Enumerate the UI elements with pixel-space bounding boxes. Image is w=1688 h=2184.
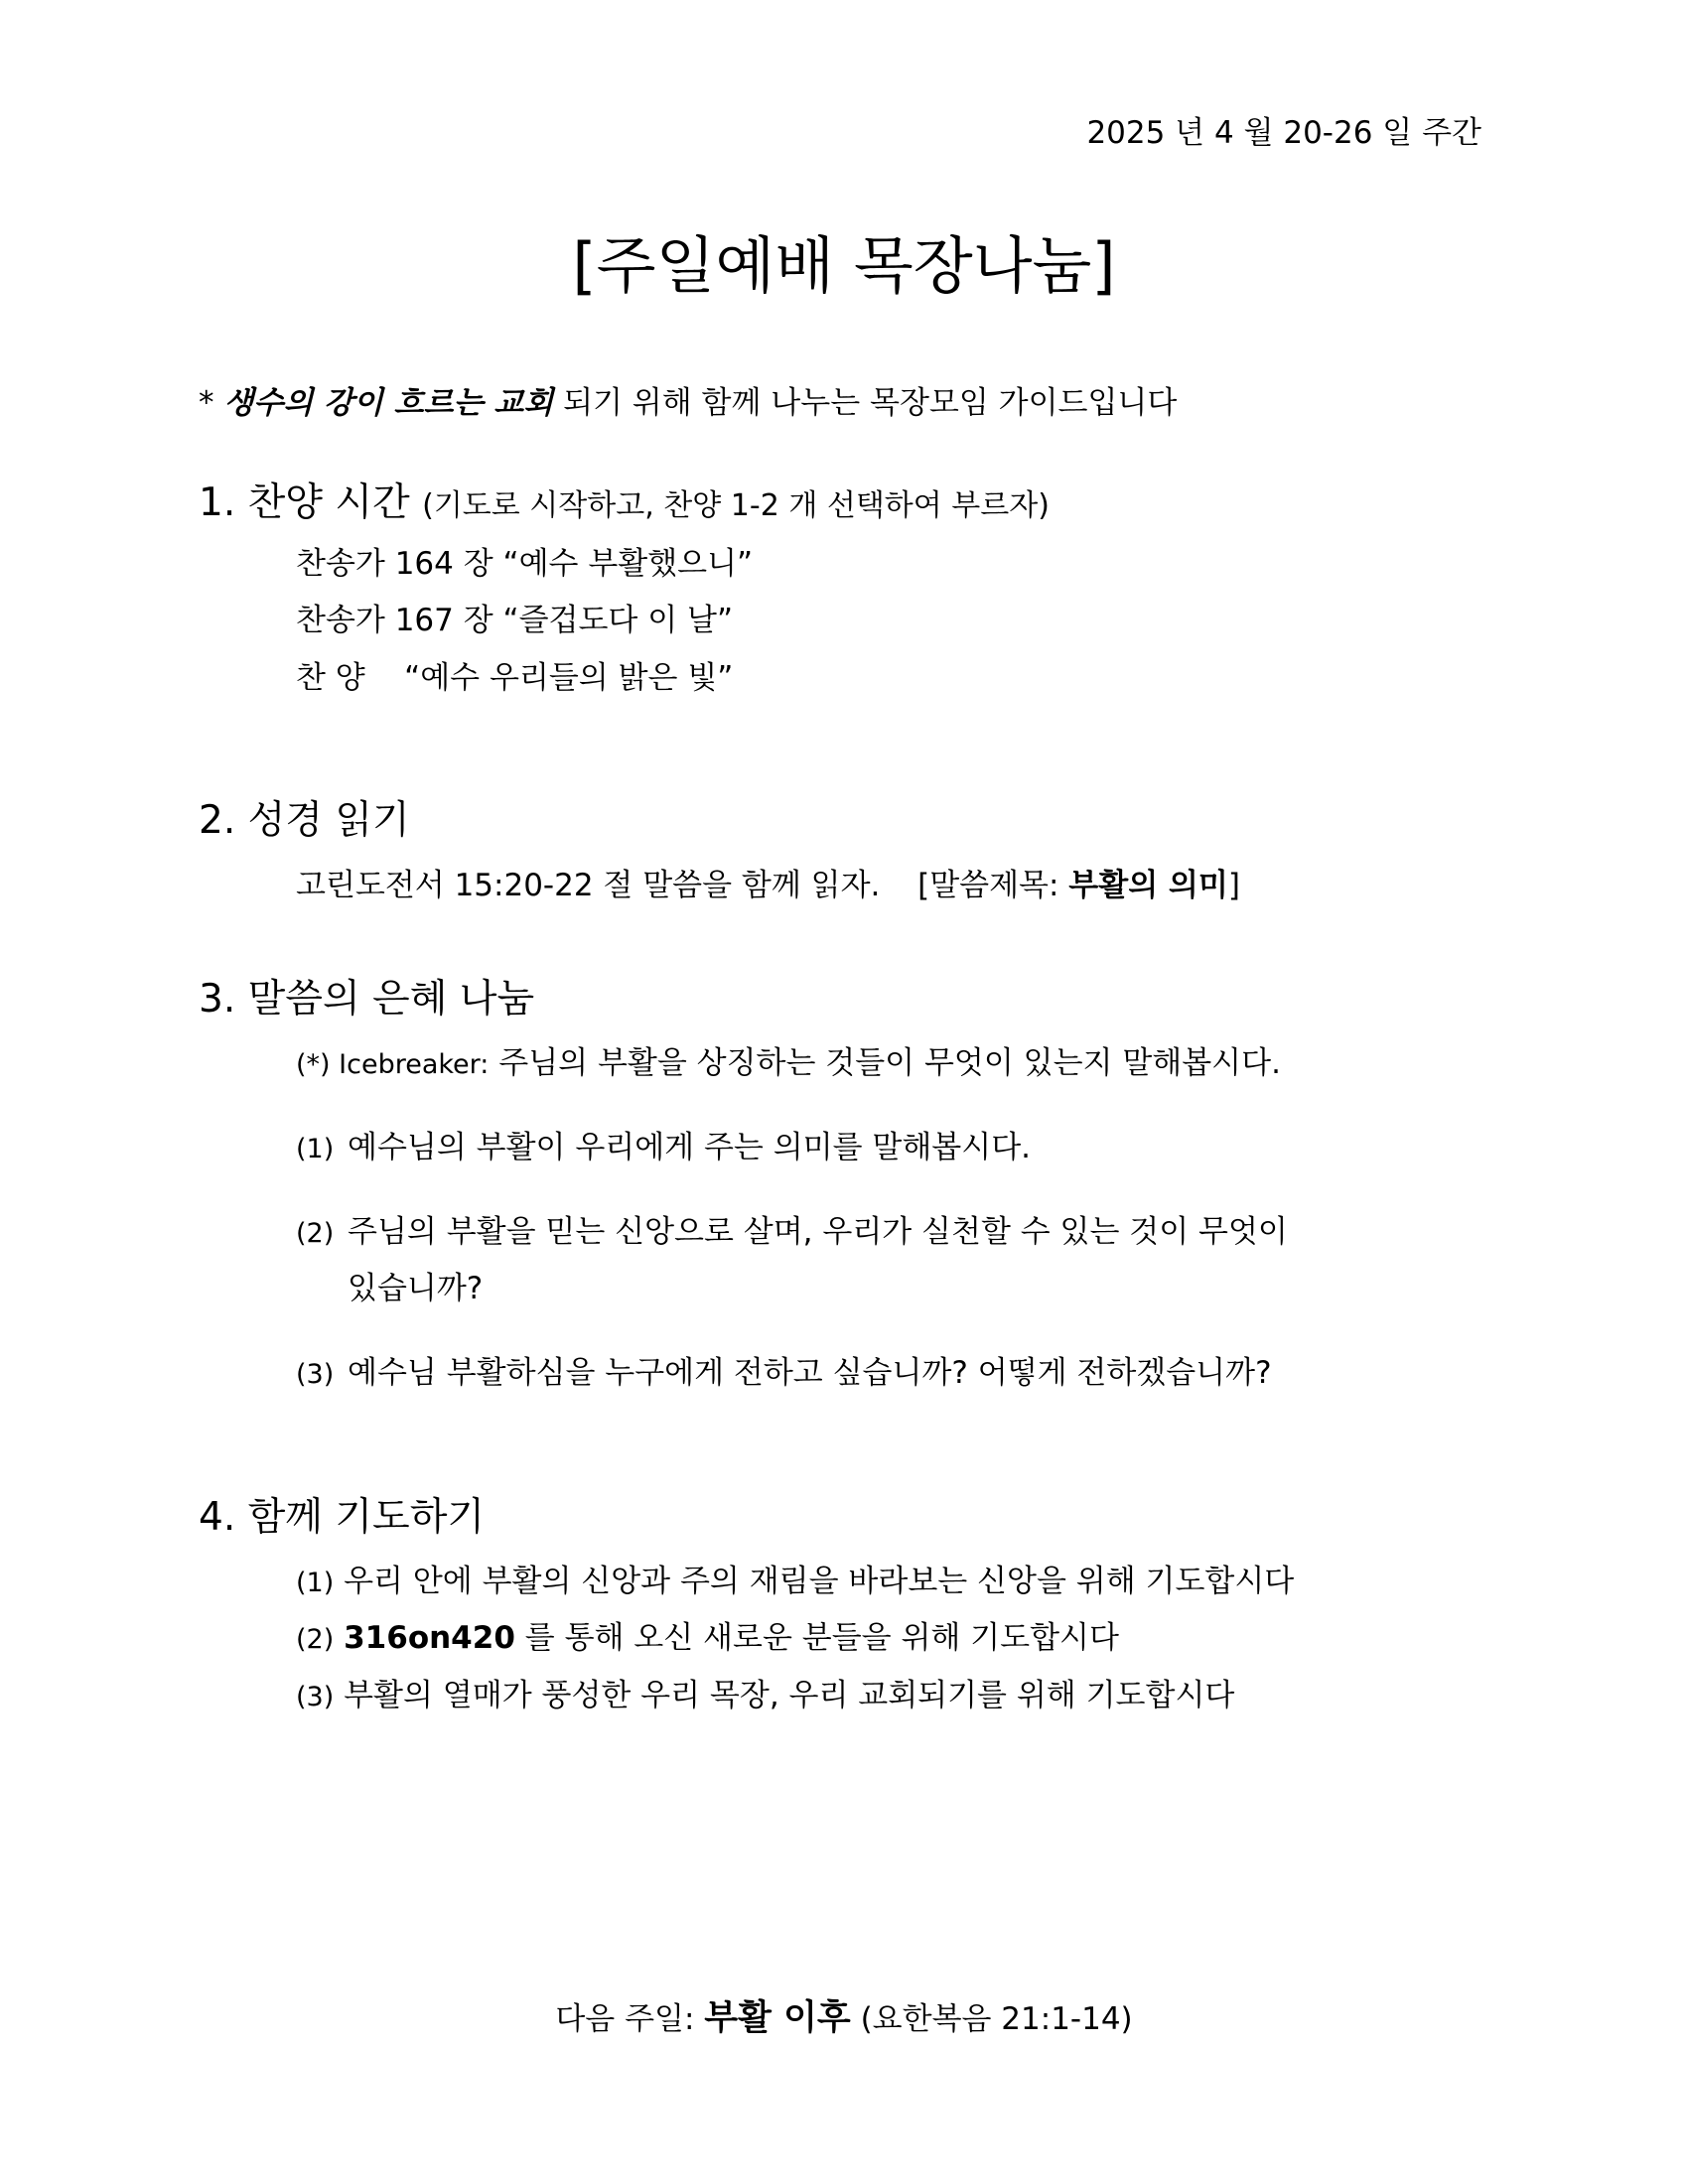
prayer-number: (3) — [296, 1682, 335, 1712]
praise-item: 찬 양 “예수 우리들의 밝은 빛” — [296, 660, 734, 696]
next-sunday-reference: (요한복음 21:1-14) — [860, 2001, 1133, 2037]
question-number: (3) — [296, 1359, 335, 1390]
prayer-text: 우리 안에 부활의 신앙과 주의 재림을 바라보는 신앙을 위해 기도합시다 — [344, 1564, 1295, 1599]
hymn-item: 찬송가 164 장 “예수 부활했으니” — [296, 546, 754, 582]
question-2 — [296, 1206, 1288, 1251]
prayer-number: (2) — [296, 1624, 335, 1655]
section-1-note: (기도로 시작하고, 찬양 1-2 개 선택하여 부르자) — [422, 488, 1050, 523]
intro-emphasis: 생수의 강이 흐르는 교회 — [223, 385, 554, 421]
question-3 — [296, 1347, 1272, 1392]
bible-reading: 고린도전서 15:20-22 절 말씀을 함께 읽자. — [296, 868, 881, 903]
question-number: (2) — [296, 1218, 335, 1249]
intro-text: 되기 위해 함께 나누는 목장모임 가이드입니다 — [563, 385, 1178, 421]
sermon-close: ] — [1227, 868, 1240, 903]
section-2-number: 2. — [199, 798, 236, 843]
intro-bullet: * — [199, 385, 214, 421]
section-1-heading — [199, 472, 1050, 527]
icebreaker-line — [296, 1037, 1281, 1082]
prayer-number: (1) — [296, 1568, 335, 1598]
prayer-item-2 — [296, 1612, 1119, 1657]
section-4-title: 함께 기도하기 — [247, 1495, 486, 1540]
hymn-item: 찬송가 167 장 “즐겁도다 이 날” — [296, 603, 734, 638]
section-4-number: 4. — [199, 1495, 236, 1540]
sermon-label: [말씀제목: — [917, 868, 1069, 903]
bible-reading-line — [296, 860, 1240, 904]
prayer-text: 를 통해 오신 새로운 분들을 위해 기도합시다 — [524, 1620, 1119, 1656]
section-3-heading — [199, 968, 534, 1024]
prayer-item-1 — [296, 1556, 1294, 1600]
next-sunday-title: 부활 이후 — [704, 1998, 851, 2038]
intro-line — [199, 377, 1177, 422]
section-1-number: 1. — [199, 480, 236, 525]
question-text: 예수님의 부활이 우리에게 주는 의미를 말해봅시다. — [348, 1130, 1031, 1165]
icebreaker-text: 주님의 부활을 상징하는 것들이 무엇이 있는지 말해봅시다. — [498, 1045, 1281, 1081]
week-date: 2025 년 4 월 20-26 일 주간 — [1086, 115, 1481, 151]
question-text: 예수님 부활하심을 누구에게 전하고 싶습니까? 어떻게 전하겠습니까? — [348, 1355, 1272, 1391]
section-3-title: 말씀의 은혜 나눔 — [247, 977, 535, 1022]
next-sunday-line — [0, 1990, 1688, 2040]
section-2-heading — [199, 789, 410, 845]
page-title: [주일예배 목장나눔] — [572, 229, 1116, 302]
prayer-item-3 — [296, 1670, 1234, 1714]
section-4-heading — [199, 1486, 485, 1542]
question-2-continued: 있습니까? — [348, 1271, 484, 1306]
question-1 — [296, 1122, 1031, 1166]
prayer-bold: 316on420 — [344, 1620, 515, 1656]
question-text: 주님의 부활을 믿는 신앙으로 살며, 우리가 실천할 수 있는 것이 무엇이 — [348, 1214, 1288, 1250]
next-sunday-label: 다음 주일: — [555, 2001, 695, 2037]
icebreaker-label: (*) Icebreaker: — [296, 1049, 490, 1080]
section-3-number: 3. — [199, 977, 236, 1022]
sermon-title: 부활의 의미 — [1068, 868, 1228, 903]
section-1-title: 찬양 시간 — [247, 480, 410, 525]
prayer-text: 부활의 열매가 풍성한 우리 목장, 우리 교회되기를 위해 기도합시다 — [344, 1678, 1235, 1713]
question-number: (1) — [296, 1134, 335, 1164]
section-2-title: 성경 읽기 — [247, 798, 410, 843]
